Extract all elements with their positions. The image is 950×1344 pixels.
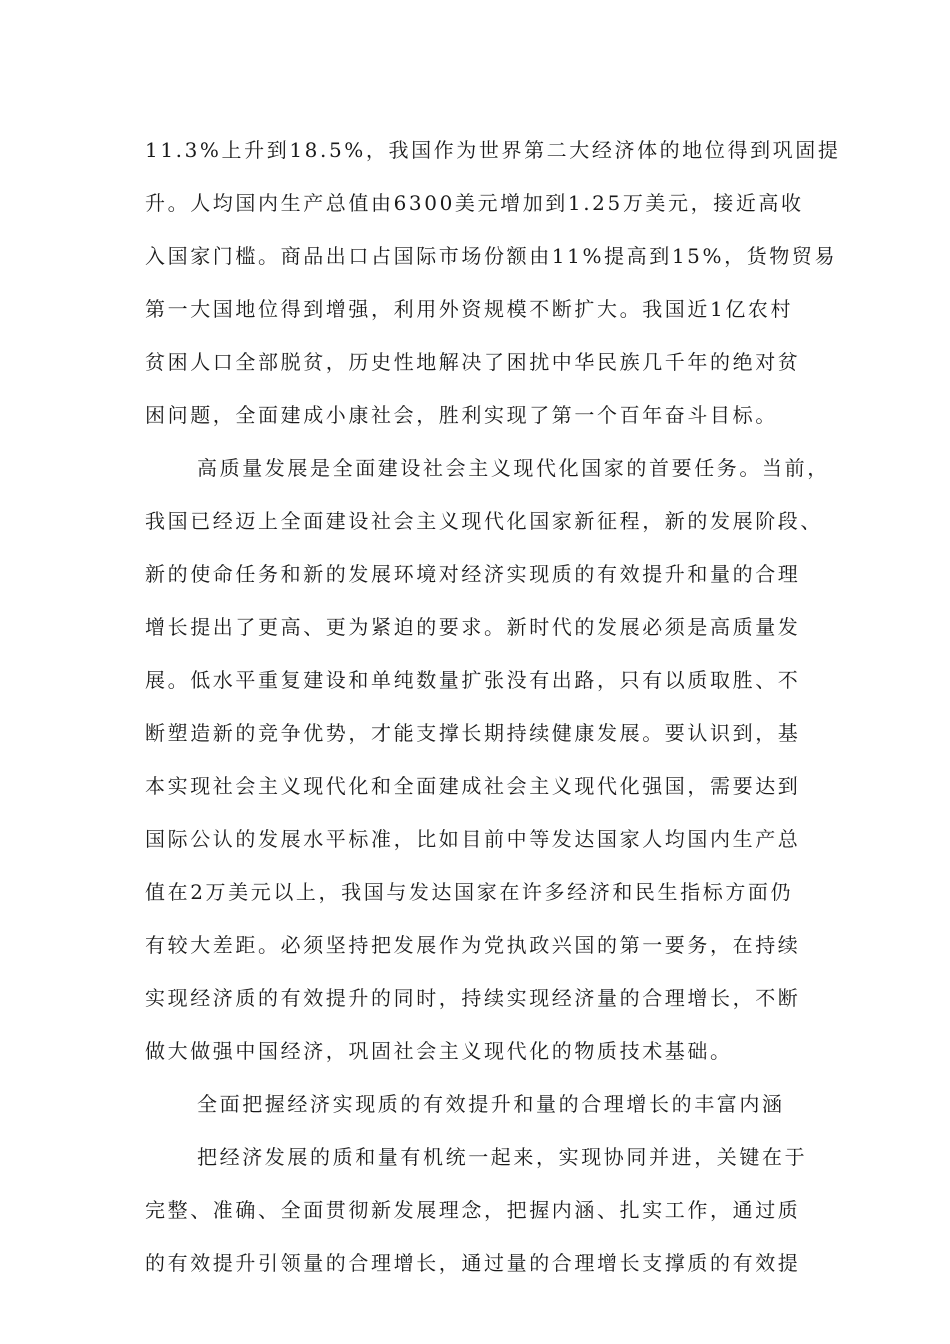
text-line: 完整、准确、全面贯彻新发展理念，把握内涵、扎实工作，通过质: [145, 1198, 801, 1222]
text-line: 做大做强中国经济，巩固社会主义现代化的物质技术基础。: [145, 1039, 733, 1063]
text-line: 展。低水平重复建设和单纯数量扩张没有出路，只有以质取胜、不: [145, 668, 801, 692]
text-line: 国际公认的发展水平标准，比如目前中等发达国家人均国内生产总: [145, 827, 801, 851]
text-line: 入国家门槛。商品出口占国际市场份额由11%提高到15%，货物贸易: [145, 244, 838, 268]
text-line: 实现经济质的有效提升的同时，持续实现经济量的合理增长，不断: [145, 986, 801, 1010]
section-heading: 全面把握经济实现质的有效提升和量的合理增长的丰富内涵: [197, 1092, 785, 1116]
text-line: 增长提出了更高、更为紧迫的要求。新时代的发展必须是高质量发: [145, 615, 801, 639]
text-line: 本实现社会主义现代化和全面建成社会主义现代化强国，需要达到: [145, 774, 801, 798]
text-line: 贫困人口全部脱贫，历史性地解决了困扰中华民族几千年的绝对贫: [145, 350, 801, 374]
text-line: 我国已经迈上全面建设社会主义现代化国家新征程，新的发展阶段、: [145, 509, 823, 533]
text-line: 11.3%上升到18.5%，我国作为世界第二大经济体的地位得到巩固提: [145, 138, 841, 162]
text-line: 有较大差距。必须坚持把发展作为党执政兴国的第一要务，在持续: [145, 933, 801, 957]
text-line: 断塑造新的竞争优势，才能支撑长期持续健康发展。要认识到，基: [145, 721, 801, 745]
text-line: 的有效提升引领量的合理增长，通过量的合理增长支撑质的有效提: [145, 1251, 801, 1275]
paragraph-first-line: 高质量发展是全面建设社会主义现代化国家的首要任务。当前，: [197, 456, 830, 480]
text-line: 升。人均国内生产总值由6300美元增加到1.25万美元，接近高收: [145, 191, 804, 215]
text-line: 新的使命任务和新的发展环境对经济实现质的有效提升和量的合理: [145, 562, 801, 586]
text-line: 第一大国地位得到增强，利用外资规模不断扩大。我国近1亿农村: [145, 297, 794, 321]
text-line: 值在2万美元以上，我国与发达国家在许多经济和民生指标方面仍: [145, 880, 794, 904]
text-line: 困问题，全面建成小康社会，胜利实现了第一个百年奋斗目标。: [145, 403, 778, 427]
paragraph-first-line: 把经济发展的质和量有机统一起来，实现协同并进，关键在于: [197, 1145, 808, 1169]
